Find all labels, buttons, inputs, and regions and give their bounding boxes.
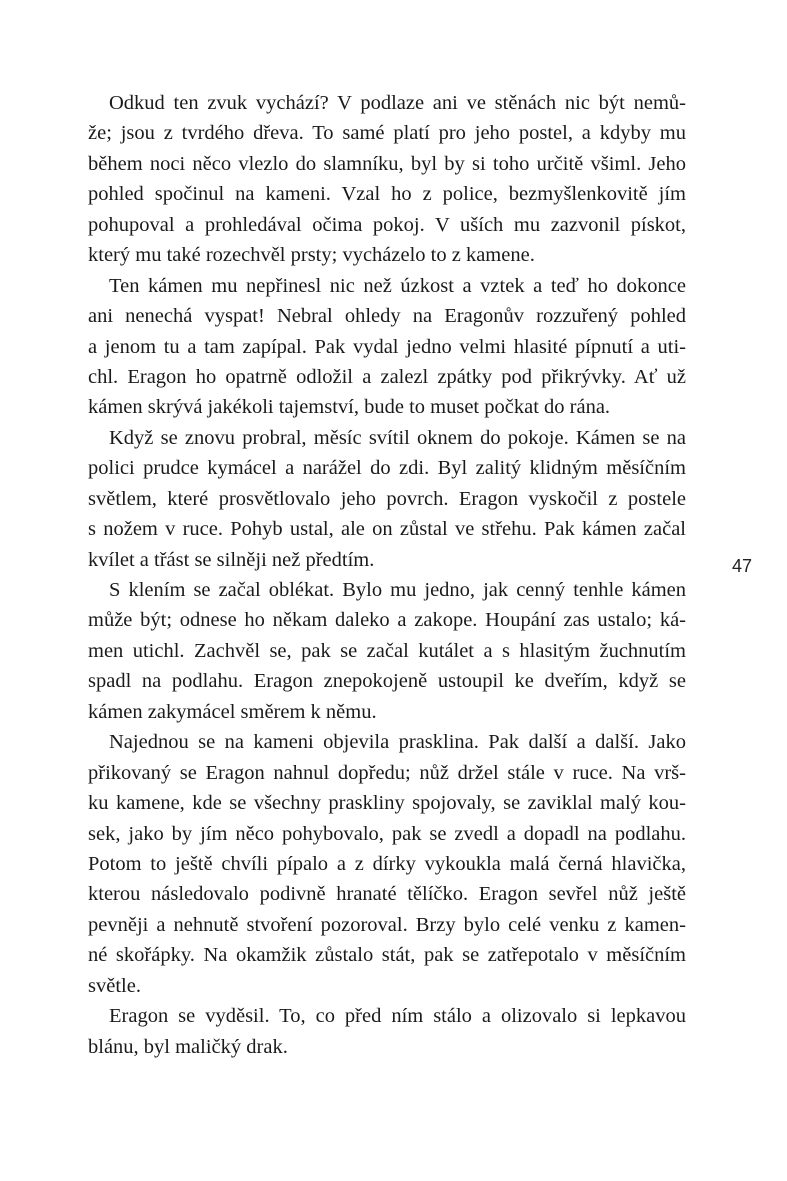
- text-line: pohupoval a prohledával očima pokoj. V uších mu zazvonil pískot,: [88, 213, 686, 236]
- text-line: během noci něco vlezlo do slamníku, byl by si toho určitě všiml. Jeho: [88, 152, 686, 175]
- text-line: který mu také rozechvěl prsty; vycházelo to z kamene.: [88, 244, 535, 267]
- text-line: Odkud ten zvuk vychází? V podlaze ani ve stěnách nic být nemů-: [109, 92, 686, 114]
- page-number: 47: [732, 556, 753, 576]
- text-line: kvílet a třást se silněji než předtím.: [88, 548, 375, 571]
- text-line: světlem, které prosvětlovalo jeho povrch. Eragon vyskočil z postele: [88, 487, 686, 510]
- text-line: světle.: [88, 974, 141, 997]
- text-line: přikovaný se Eragon nahnul dopředu; nůž držel stále v ruce. Na vrš-: [88, 761, 686, 784]
- text-line: S klením se začal oblékat. Bylo mu jedno, jak cenný tenhle kámen: [109, 579, 686, 601]
- paragraph: [88, 575, 686, 727]
- paragraph: [88, 88, 686, 271]
- text-line: Když se znovu probral, měsíc svítil oknem do pokoje. Kámen se na: [109, 426, 686, 449]
- text-line: spadl na podlahu. Eragon znepokojeně ustoupil ke dveřím, když se: [88, 670, 686, 693]
- text-line: blánu, byl maličký drak.: [88, 1035, 288, 1058]
- text-line: může být; odnese ho někam daleko a zakope. Houpání zas ustalo; ká-: [88, 609, 686, 632]
- text-line: chl. Eragon ho opatrně odložil a zalezl zpátky pod přikrývky. Ať už: [88, 365, 686, 388]
- paragraph: [88, 727, 686, 1001]
- text-line: men utichl. Zachvěl se, pak se začal kutálet a s hlasitým žuchnutím: [88, 639, 686, 662]
- text-line: ani nenechá vyspat! Nebral ohledy na Eragonův rozzuřený pohled: [88, 305, 686, 328]
- text-line: kámen skrývá jakékoli tajemství, bude to muset počkat do rána.: [88, 396, 611, 419]
- text-line: pohled spočinul na kameni. Vzal ho z police, bezmyšlenkovitě jím: [88, 183, 686, 206]
- text-line: ku kamene, kde se všechny praskliny spojovaly, se zaviklal malý kou-: [88, 792, 686, 815]
- paragraph: [88, 1001, 686, 1062]
- text-line: né skořápky. Na okamžik zůstalo stát, pak se zatřepotalo v měsíčním: [88, 944, 686, 967]
- paragraph: [88, 271, 686, 423]
- text-line: pevněji a nehnutě stvoření pozoroval. Brzy bylo celé venku z kamen-: [88, 913, 686, 936]
- text-line: Potom to ještě chvíli pípalo a z dírky vykoukla malá černá hlavička,: [88, 852, 686, 875]
- text-line: polici prudce kymácel a narážel do zdi. Byl zalitý klidným měsíčním: [88, 457, 686, 480]
- text-line: že; jsou z tvrdého dřeva. To samé platí pro jeho postel, a kdyby mu: [88, 122, 686, 145]
- text-line: Ten kámen mu nepřinesl nic než úzkost a vztek a teď ho dokonce: [109, 274, 686, 297]
- text-line: sek, jako by jím něco pohybovalo, pak se zvedl a dopadl na podlahu.: [88, 822, 686, 845]
- paragraph: [88, 423, 686, 575]
- text-line: Eragon se vyděsil. To, co před ním stálo a olizovalo si lepkavou: [109, 1005, 686, 1028]
- text-line: s nožem v ruce. Pohyb ustal, ale on zůstal ve střehu. Pak kámen začal: [88, 518, 686, 541]
- text-line: kámen zakymácel směrem k němu.: [88, 700, 377, 723]
- text-line: a jenom tu a tam zapípal. Pak vydal jedno velmi hlasité pípnutí a uti-: [88, 335, 686, 358]
- text-line: Najednou se na kameni objevila prasklina. Pak další a další. Jako: [109, 731, 686, 754]
- text-line: kterou následovalo podivně hranaté tělíčko. Eragon sevřel nůž ještě: [88, 883, 686, 906]
- book-page-text: [88, 88, 686, 1062]
